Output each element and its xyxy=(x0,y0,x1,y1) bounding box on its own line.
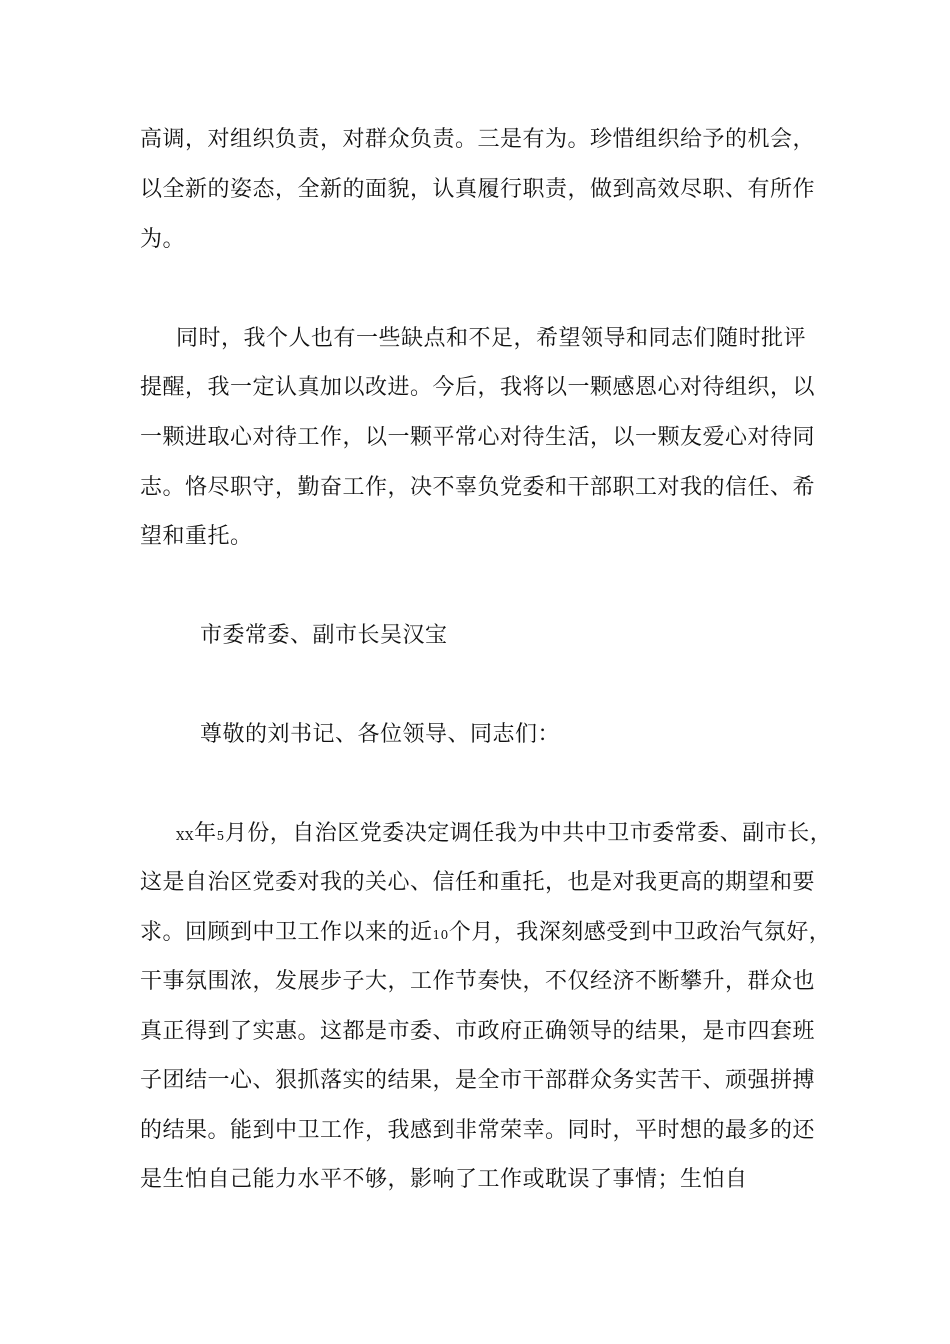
paragraph-line: 以全新的姿态，全新的面貌，认真履行职责，做到高效尽职、有所作 xyxy=(140,177,816,202)
paragraph-line: 提醒，我一定认真加以改进。今后，我将以一颗感恩心对待组织，以 xyxy=(140,375,816,400)
paragraph-line: 同时，我个人也有一些缺点和不足，希望领导和同志们随时批评 xyxy=(176,326,807,351)
paragraph-line: 志。恪尽职守，勤奋工作，决不辜负党委和干部职工对我的信任、希 xyxy=(140,475,816,500)
paragraph-line: 一颗进取心对待工作，以一颗平常心对待生活，以一颗友爱心对待同 xyxy=(140,425,816,450)
year-placeholder: XX xyxy=(176,829,195,843)
text-fragment: 求。回顾到中卫工作以来的近 xyxy=(140,920,433,945)
paragraph-line: 为。 xyxy=(140,227,186,252)
paragraph-line: 这是自治区党委对我的关心、信任和重托，也是对我更高的期望和要 xyxy=(140,870,816,895)
speaker-title: 市委常委、副市长吴汉宝 xyxy=(200,623,448,648)
months-number: 10 xyxy=(432,928,449,942)
paragraph-line: 的结果。能到中卫工作，我感到非常荣幸。同时，平时想的最多的还 xyxy=(140,1118,816,1143)
text-fragment: 个月，我深刻感受到中卫政治气氛好， xyxy=(448,920,832,945)
paragraph-line: 子团结一心、狠抓落实的结果，是全市干部群众务实苦干、顽强拼搏 xyxy=(140,1068,816,1093)
text-fragment: 年 xyxy=(194,821,217,846)
salutation: 尊敬的刘书记、各位领导、同志们： xyxy=(200,722,561,747)
paragraph-line: 是生怕自己能力水平不够，影响了工作或耽误了事情；生怕自 xyxy=(140,1167,748,1192)
paragraph-line: 干事氛围浓，发展步子大，工作节奏快，不仅经济不断攀升，群众也 xyxy=(140,969,816,994)
paragraph-line xyxy=(176,820,832,850)
month-number: 5 xyxy=(216,829,225,843)
paragraph-line: 望和重托。 xyxy=(140,524,253,549)
paragraph-line: 高调，对组织负责，对群众负责。三是有为。珍惜组织给予的机会， xyxy=(140,127,816,152)
paragraph-line: 真正得到了实惠。这都是市委、市政府正确领导的结果，是市四套班 xyxy=(140,1019,816,1044)
text-fragment: 月份，自治区党委决定调任我为中共中卫市委常委、副市长， xyxy=(224,821,833,846)
paragraph-line xyxy=(140,919,831,949)
